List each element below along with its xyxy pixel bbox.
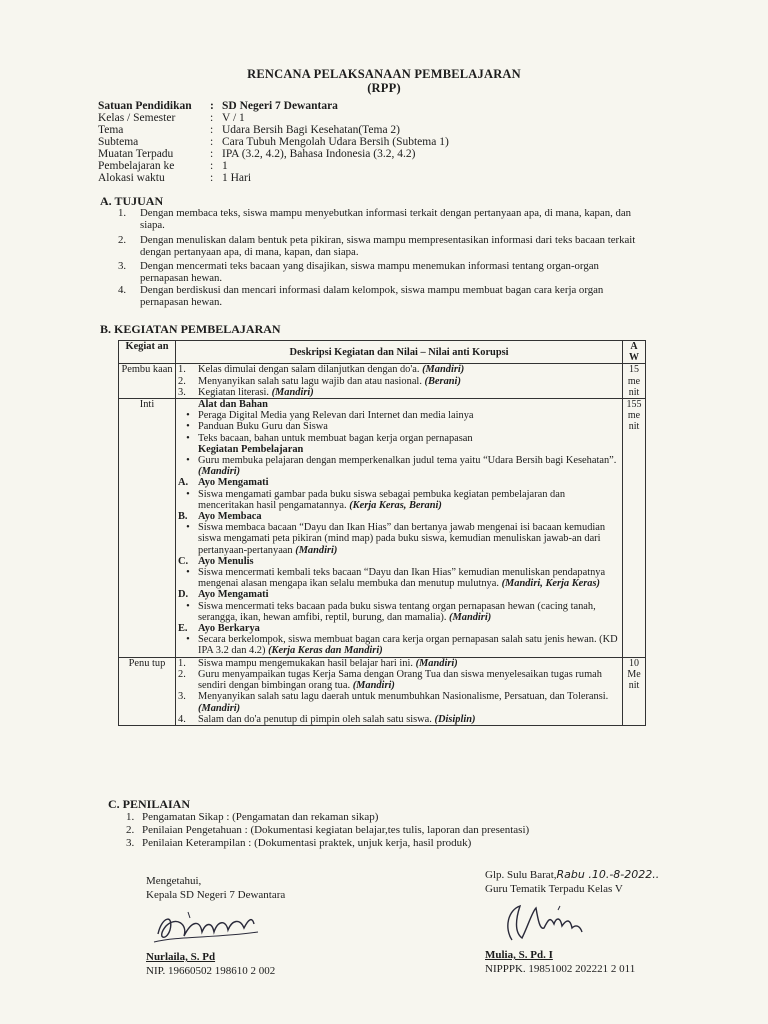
item-number: 1. (126, 811, 135, 823)
item-text: Penilaian Keterampilan : (Dokumentasi praktek, unjuk kerja, hasil produk) (142, 837, 472, 849)
step-text: • Siswa membaca bacaan “Dayu dan Ikan Hias” dan bertanya jawab mengenai isi bacaan kemudian siswa mengamati peta pikiran (mind map) pada buku siswa, kemudian menuliskan jawab-an dari pertanyaan-pertanyaan (Mandiri) (186, 522, 606, 556)
mengetahui-label: Mengetahui, (146, 875, 202, 887)
id-row-tema: Tema : Udara Bersih Bagi Kesehatan(Tema 2) (98, 124, 401, 136)
col-header-deskripsi: Deskripsi Kegiatan dan Nilai – Nilai anti Korupsi (176, 341, 623, 364)
item-text: Dengan mencermati teks bacaan yang disajikan, siswa mampu menemukan informasi tentang organ-organ pernapasan hewan. (140, 260, 599, 284)
id-label: Kelas / Semester (98, 112, 176, 124)
step-text: • Siswa mengamati gambar pada buku siswa sebagai pembuka kegiatan pembelajaran dan menceritakan hasil pengamatannya. (Kerja Keras, Berani) (186, 488, 566, 511)
left-signer-nip: NIP. 19660502 198610 2 002 (146, 965, 276, 977)
id-value: IPA (3.2, 4.2), Bahasa Indonesia (3.2, 4.2) (222, 148, 416, 160)
row-label: Pembu kaan (119, 364, 176, 399)
item-text: Dengan menuliskan dalam bentuk peta pikiran, siswa mampu mempresentasikan informasi dari teks bacaan terkait dengan pertanyaan apa, di mana, kapan, dan siapa. (140, 234, 636, 258)
id-value: SD Negeri 7 Dewantara (222, 100, 338, 112)
signature-image-left (148, 902, 278, 952)
id-row-satuan: Satuan Pendidikan : SD Negeri 7 Dewantara (98, 100, 338, 112)
item-number: 4. (118, 284, 127, 296)
step-title (178, 477, 620, 488)
list-item (178, 714, 620, 725)
step-letter: A. (178, 477, 189, 489)
step-title (178, 589, 620, 600)
table-row-penutup (119, 657, 646, 725)
row-label: Penu tup (119, 657, 176, 725)
value-tag: (Mandiri) (449, 611, 492, 623)
item-number: 2. (178, 375, 186, 387)
alat-heading: Alat dan Bahan (198, 399, 268, 411)
item-text: Dengan membaca teks, siswa mampu menyebutkan informasi terkait dengan pertanyaan apa, di mana, kapan, dan siapa. (140, 207, 632, 231)
item-text: Secara berkelompok, siswa membuat bagan cara kerja organ pernapasan salah satu jenis hewan. (KD IPA 3.2 dan 4.2) (198, 634, 618, 657)
table-row-inti (119, 399, 646, 658)
id-row-kelas: Kelas / Semester : V / 1 (98, 112, 245, 124)
value-tag: (Mandiri) (271, 386, 314, 398)
step-name: Ayo Mengamati (198, 477, 269, 489)
value-tag: (Berani) (424, 375, 461, 387)
step-letter: D. (178, 589, 189, 601)
value-tag: (Disiplin) (434, 713, 476, 725)
value-tag: (Mandiri) (415, 657, 458, 669)
list-item: • Panduan Buku Guru dan Siswa (186, 421, 328, 433)
item-number: 3. (126, 837, 135, 849)
right-signer-name: Mulia, S. Pd. I (485, 949, 553, 961)
right-signature-header (485, 868, 659, 896)
item-text: Pengamatan Sikap : (Pengamatan dan rekaman sikap) (142, 811, 379, 823)
item-text: Penilaian Pengetahuan : (Dokumentasi kegiatan belajar,tes tulis, laporan dan presentasi) (142, 824, 530, 836)
step-text: • Secara berkelompok, siswa membuat bagan cara kerja organ pernapasan salah satu jenis hewan. (KD IPA 3.2 dan 4.2) (Kerja Keras dan Mandiri) (186, 634, 618, 657)
row-content (176, 364, 623, 399)
value-tag: (Mandiri) (422, 364, 465, 376)
id-row-alokasi: Alokasi waktu : 1 Hari (98, 172, 252, 184)
item-number: 3. (178, 386, 186, 398)
value-tag: (Mandiri, Kerja Keras) (501, 578, 600, 590)
value-tag: (Kerja Keras dan Mandiri) (268, 645, 383, 657)
step-name: Ayo Berkarya (198, 623, 260, 635)
id-label: Alokasi waktu (98, 172, 165, 184)
list-item: • Peraga Digital Media yang Relevan dari Internet dan media lainya (186, 410, 474, 422)
list-item (178, 658, 620, 669)
step-text: • Siswa mencermati kembali teks bacaan “Dayu dan Ikan Hias” kemudian menuliskan pendapatnya mengenai alasan mengapa ikan selalu membuka dan menutup mulutnya. (Mandiri, Kerja Keras) (186, 567, 606, 590)
penilaian-item (126, 837, 471, 849)
item-text: Guru membuka pelajaran dengan memperkenalkan judul tema yaitu “Udara Bersih bagi Kesehatan”. (198, 455, 617, 467)
list-item: • Guru membuka pelajaran dengan memperkenalkan judul tema yaitu “Udara Bersih bagi Kesehatan”. (Mandiri) (186, 455, 617, 478)
id-value: V / 1 (222, 112, 245, 124)
list-item: • Teks bacaan, bahan untuk membuat bagan kerja organ pernapasan (186, 432, 473, 444)
item-number: 1. (118, 207, 127, 219)
item-text: Siswa mencermati teks bacaan pada buku siswa tentang organ pernapasan hewan (cacing tanah, serangga, ikan, hewan amfibi, reptil, burung, dan mamalia). (198, 600, 596, 623)
right-signer-nip: NIPPPK. 19851002 202221 2 011 (485, 963, 636, 975)
step-letter: B. (178, 511, 188, 523)
list-item (178, 387, 620, 398)
value-tag: (Mandiri) (198, 702, 241, 714)
item-number: 2. (178, 668, 186, 680)
row-content (176, 657, 623, 725)
doc-title: RENCANA PELAKSANAAN PEMBELAJARAN (247, 67, 521, 81)
row-time: 155 me nit (623, 399, 646, 658)
step-title (178, 511, 620, 522)
id-value: 1 Hari (222, 172, 252, 184)
place-label: Glp. Sulu Barat, (485, 869, 557, 881)
item-number: 3. (178, 691, 186, 703)
list-item (178, 691, 620, 713)
id-label: Tema (98, 124, 124, 136)
penilaian-item (126, 824, 529, 836)
id-row-pembelajaran: Pembelajaran ke : 1 (98, 160, 228, 172)
item-number: 4. (178, 713, 186, 725)
row-content (176, 399, 623, 658)
tujuan-item (118, 285, 648, 308)
doc-subtitle: (RPP) (367, 81, 401, 95)
kegiatan-table (118, 340, 646, 726)
kegiatan-pembelajaran-heading: Kegiatan Pembelajaran (198, 443, 304, 455)
col-header-kegiatan: Kegiat an (119, 341, 176, 364)
item-text: Guru menyampaikan tugas Kerja Sama dengan Orang Tua dan siswa menyelesaikan tugas rumah sendiri dengan bimbingan orang tua. (198, 668, 602, 692)
value-tag: (Mandiri) (295, 544, 338, 556)
item-text: Menyanyikan salah satu lagu wajib dan atau nasional. (198, 375, 422, 387)
signature-image-right (498, 898, 598, 946)
list-item (178, 376, 620, 387)
id-row-muatan: Muatan Terpadu : IPA (3.2, 4.2), Bahasa Indonesia (3.2, 4.2) (98, 148, 416, 160)
list-item (178, 669, 620, 691)
kegiatan-heading: B. KEGIATAN PEMBELAJARAN (100, 322, 281, 336)
item-number: 1. (178, 364, 186, 376)
kepala-sekolah-title: Kepala SD Negeri 7 Dewantara (146, 889, 286, 901)
penilaian-item (126, 811, 378, 823)
row-time: 15 me nit (623, 364, 646, 399)
id-value: Cara Tubuh Mengolah Udara Bersih (Subtema 1) (222, 136, 449, 148)
item-text: Siswa membaca bacaan “Dayu dan Ikan Hias” dan bertanya jawab mengenai isi bacaan kemudian siswa mengamati peta pikiran (mind map) pada buku siswa, kemudian menuliskan jawab-an dari pertanyaan-pertanyaan (198, 522, 606, 556)
table-row-pembukaan (119, 364, 646, 399)
step-name: Ayo Menulis (198, 555, 254, 567)
row-label: Inti (119, 399, 176, 658)
value-tag: (Mandiri) (198, 466, 241, 478)
id-label: Subtema (98, 136, 139, 148)
tujuan-item (118, 261, 648, 284)
item-text: Dengan berdiskusi dan mencari informasi dalam kelompok, siswa mampu membuat bagan cara kerja organ pernapasan hewan. (140, 284, 604, 308)
item-text: Salam dan do'a penutup di pimpin oleh salah satu siswa. (198, 713, 432, 725)
left-signer-name: Nurlaila, S. Pd (146, 951, 216, 963)
step-text: • Siswa mencermati teks bacaan pada buku siswa tentang organ pernapasan hewan (cacing tanah, serangga, ikan, hewan amfibi, reptil, burung, dan mamalia). (Mandiri) (186, 600, 596, 623)
col-header-waktu: A W (623, 341, 646, 364)
id-label: Pembelajaran ke (98, 160, 175, 172)
item-number: 2. (118, 234, 127, 246)
tujuan-heading: A. TUJUAN (100, 194, 164, 208)
table-header-row (119, 341, 646, 364)
item-text: Siswa mencermati kembali teks bacaan “Dayu dan Ikan Hias” kemudian menuliskan pendapatnya mengenai alasan mengapa ikan selalu membuka dan menutup mulutnya. (198, 567, 606, 590)
id-label: Satuan Pendidikan (98, 100, 192, 112)
id-label: Muatan Terpadu (98, 148, 174, 160)
id-row-subtema: Subtema : Cara Tubuh Mengolah Udara Bersih (Subtema 1) (98, 136, 449, 148)
left-signature-block (146, 874, 285, 902)
item-number: 1. (178, 657, 186, 669)
step-name: Ayo Membaca (198, 511, 262, 523)
item-text: Panduan Buku Guru dan Siswa (198, 421, 328, 433)
item-number: 3. (118, 260, 127, 272)
list-item (178, 364, 620, 375)
item-text: Peraga Digital Media yang Relevan dari Internet dan media lainya (198, 410, 474, 422)
item-text: Kelas dimulai dengan salam dilanjutkan dengan do'a. (198, 364, 420, 376)
id-value: 1 (222, 160, 228, 172)
value-tag: (Mandiri) (352, 680, 395, 692)
value-tag: (Kerja Keras, Berani) (349, 499, 442, 511)
item-number: 2. (126, 824, 135, 836)
item-text: Teks bacaan, bahan untuk membuat bagan kerja organ pernapasan (198, 432, 473, 444)
tujuan-item (118, 235, 648, 258)
item-text: Menyanyikan salah satu lagu daerah untuk menumbuhkan Nasionalisme, Persatuan, dan Toleransi. (198, 691, 609, 703)
guru-title: Guru Tematik Terpadu Kelas V (485, 883, 623, 895)
step-letter: E. (178, 623, 188, 635)
step-name: Ayo Mengamati (198, 589, 269, 601)
item-text: Siswa mengamati gambar pada buku siswa sebagai pembuka kegiatan pembelajaran dan menceritakan hasil pengamatannya. (198, 488, 566, 511)
tujuan-item (118, 208, 648, 231)
handwritten-date: Rabu .10.-8-2022.. (556, 868, 660, 881)
item-text: Siswa mampu mengemukakan hasil belajar hari ini. (198, 657, 413, 669)
step-title (178, 623, 620, 634)
step-title (178, 556, 620, 567)
item-text: Kegiatan literasi. (198, 386, 269, 398)
step-letter: C. (178, 555, 189, 567)
id-value: Udara Bersih Bagi Kesehatan(Tema 2) (222, 124, 401, 136)
penilaian-heading: C. PENILAIAN (108, 797, 191, 811)
row-time: 10 Me nit (623, 657, 646, 725)
